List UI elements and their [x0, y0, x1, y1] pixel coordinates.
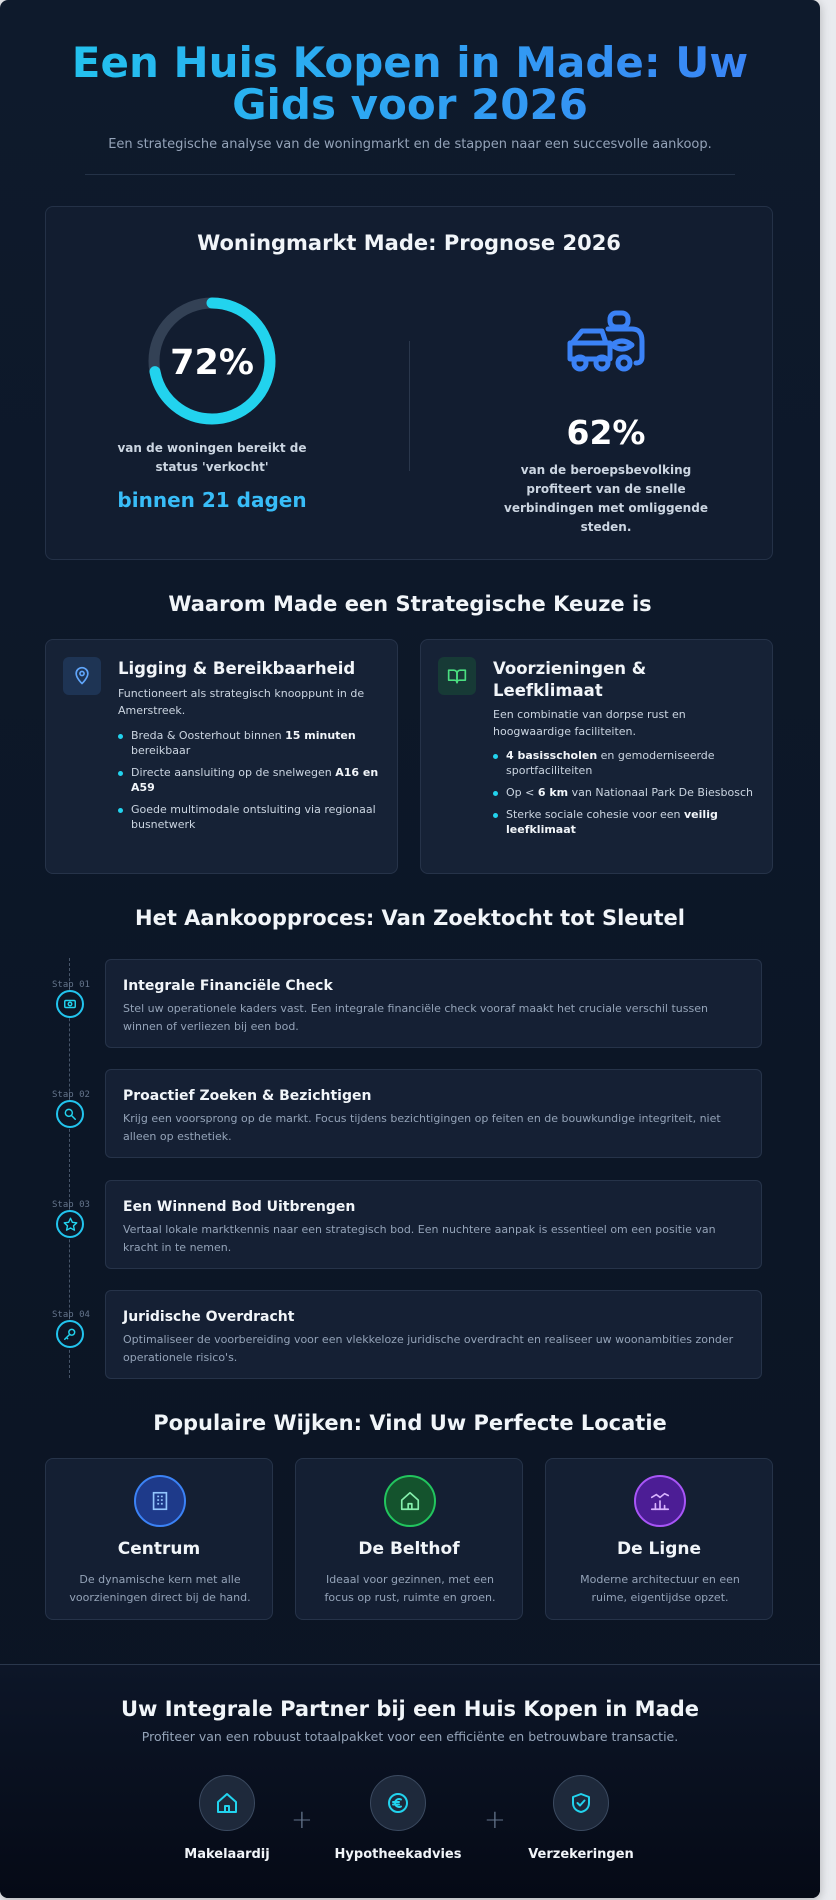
stat1-label: van de woningen bereikt de status 'verkocht'	[117, 441, 307, 474]
stat1-highlight: binnen 21 dagen	[117, 488, 307, 512]
list-item: Breda & Oosterhout binnen 15 minuten bereikbaar	[118, 728, 398, 758]
bullet-list	[118, 728, 398, 839]
footer-subtitle: Profiteer van een robuust totaalpakket voor een efficiënte en betrouwbare transactie.	[141, 1729, 679, 1744]
book-icon	[438, 657, 476, 695]
waarom-title: Waarom Made een Strategische Keuze is	[168, 592, 652, 616]
wijken-title: Populaire Wijken: Vind Uw Perfecte Locatie	[153, 1411, 667, 1435]
footer	[0, 1664, 820, 1898]
footer-title: Uw Integrale Partner bij een Huis Kopen in Made	[120, 1697, 700, 1721]
step-card	[105, 1290, 762, 1379]
partner-label: Verzekeringen	[528, 1847, 634, 1862]
building-icon	[134, 1475, 186, 1527]
wijk-card-ligne	[545, 1458, 773, 1620]
euro-icon	[370, 1775, 426, 1831]
step-label: Stap 02	[52, 1090, 90, 1100]
list-item: Goede multimodale ontsluiting via regionaal busnetwerk	[118, 802, 398, 832]
wijk-name: De Belthof	[358, 1539, 460, 1559]
wijk-text: Moderne architectuur en een ruime, eigentijdse opzet.	[580, 1573, 740, 1604]
page-subtitle: Een strategische analyse van de woningmarkt en de stappen naar een succesvolle aankoop.	[108, 137, 712, 152]
star-icon	[56, 1210, 84, 1238]
car-icon	[566, 307, 646, 379]
bullet-list	[493, 748, 773, 844]
partner-makelaardij	[147, 1775, 307, 1862]
step-title: Integrale Financiële Check	[123, 978, 333, 994]
page-title: Een Huis Kopen in Made: Uw Gids voor 2026	[40, 42, 780, 126]
step-text: Stel uw operationele kaders vast. Een integrale financiële check vooraf maakt het cruciale verschil tussen winnen of verliezen bij een bod.	[123, 1002, 708, 1033]
card-desc: Een combinatie van dorpse rust en hoogwaardige faciliteiten.	[493, 708, 686, 738]
plus-icon: +	[484, 1805, 506, 1835]
home-icon	[199, 1775, 255, 1831]
step-card	[105, 1069, 762, 1158]
step-card	[105, 1180, 762, 1269]
wijk-name: De Ligne	[616, 1539, 702, 1559]
stat2-value: 62%	[566, 413, 646, 452]
step-title: Proactief Zoeken & Bezichtigen	[123, 1088, 372, 1104]
list-item: 4 basisscholen en gemoderniseerde sportfaciliteiten	[493, 748, 773, 778]
partner-label: Makelaardij	[184, 1847, 270, 1862]
prognose-panel	[45, 206, 773, 560]
key-icon	[56, 1320, 84, 1348]
wijk-text: De dynamische kern met alle voorzieningen direct bij de hand.	[69, 1573, 251, 1604]
card-ligging	[45, 639, 398, 874]
card-voorzieningen	[420, 639, 773, 874]
step-card	[105, 959, 762, 1048]
wijk-name: Centrum	[117, 1539, 201, 1559]
list-item: Directe aansluiting op de snelwegen A16 en A59	[118, 765, 398, 795]
wijk-card-belthof	[295, 1458, 523, 1620]
partner-verzekeringen	[501, 1775, 661, 1862]
list-item: Op < 6 km van Nationaal Park De Biesbosch	[493, 785, 773, 800]
card-title: Ligging & Bereikbaarheid	[118, 659, 356, 678]
card-title: Voorzieningen & Leefklimaat	[493, 659, 647, 700]
step-label: Stap 01	[52, 980, 90, 990]
step-text: Krijg een voorsprong op de markt. Focus tijdens bezichtigingen op feiten en de bouwkundige integriteit, niet alleen op esthetiek.	[123, 1112, 721, 1143]
partner-label: Hypotheekadvies	[334, 1847, 462, 1862]
step-text: Vertaal lokale marktkennis naar een strategisch bod. Een nuchtere aanpak is essentieel om een positie van kracht in te nemen.	[123, 1223, 716, 1254]
divider	[85, 174, 735, 175]
prognose-title: Woningmarkt Made: Prognose 2026	[197, 231, 621, 255]
stat2-label: van de beroepsbevolking profiteert van de snelle verbindingen met omliggende steden.	[504, 463, 708, 534]
step-text: Optimaliseer de voorbereiding voor een vlekkeloze juridische overdracht en realiseer uw woonambities zonder operationele risico's.	[123, 1333, 734, 1364]
step-label: Stap 04	[52, 1310, 90, 1320]
step-title: Juridische Overdracht	[123, 1309, 295, 1325]
search-icon	[56, 1100, 84, 1128]
chart-icon	[634, 1475, 686, 1527]
stat-divider	[409, 341, 410, 471]
wijk-text: Ideaal voor gezinnen, met een focus op rust, ruimte en groen.	[324, 1573, 496, 1604]
proces-title: Het Aankoopproces: Van Zoektocht tot Sleutel	[135, 906, 685, 930]
step-label: Stap 03	[52, 1200, 90, 1210]
plus-icon: +	[291, 1805, 313, 1835]
header	[0, 0, 820, 175]
partner-hypotheekadvies	[318, 1775, 478, 1862]
money-icon	[56, 990, 84, 1018]
wijk-card-centrum	[45, 1458, 273, 1620]
card-desc: Functioneert als strategisch knooppunt in de Amerstreek.	[118, 687, 365, 717]
list-item: Sterke sociale cohesie voor een veilig leefklimaat	[493, 807, 773, 837]
stat1-value: 72%	[170, 343, 254, 383]
map-pin-icon	[63, 657, 101, 695]
house-icon	[384, 1475, 436, 1527]
step-title: Een Winnend Bod Uitbrengen	[123, 1199, 356, 1215]
shield-check-icon	[553, 1775, 609, 1831]
